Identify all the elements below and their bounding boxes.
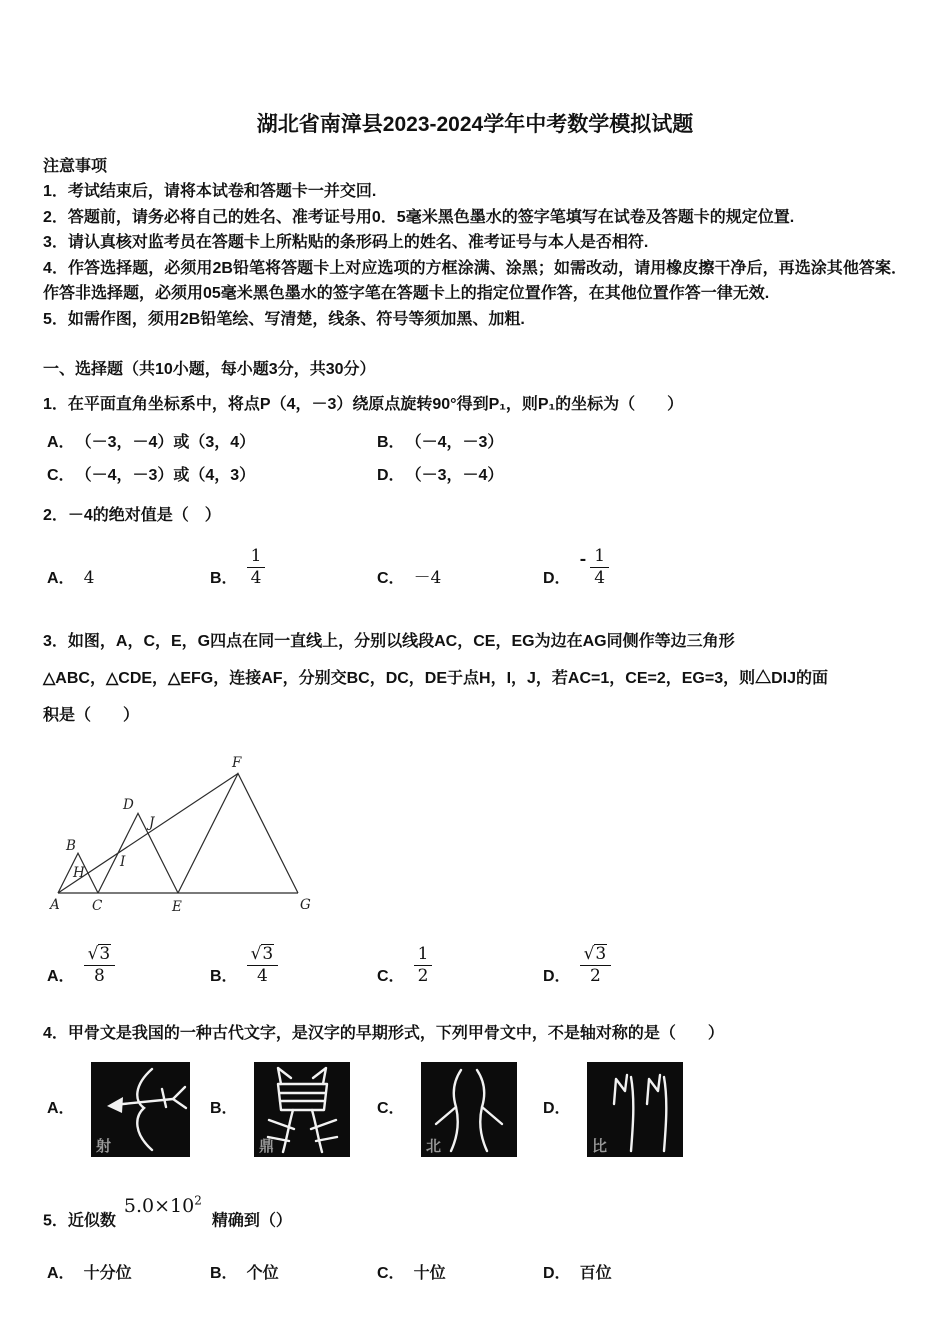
option-label: A．	[47, 570, 75, 587]
option-label: B．	[210, 968, 238, 985]
question-5-stem	[43, 1194, 907, 1234]
fraction-denominator: 2	[589, 966, 601, 987]
option-label: D．	[543, 1100, 571, 1117]
q3-option-a	[47, 944, 210, 987]
option-label: C．	[377, 1265, 405, 1283]
option-label: A．	[47, 434, 75, 451]
section-heading: 一、选择题（共10小题，每小题3分，共30分）	[43, 361, 376, 378]
point-label-D: D	[123, 797, 134, 813]
sqrt-fraction	[84, 944, 116, 987]
question-4-stem: 4．甲骨文是我国的一种古代文字，是汉字的早期形式，下列甲骨文中，不是轴对称的是（ ）	[43, 1025, 724, 1042]
option-value: 4	[83, 568, 95, 588]
oracle-bone-ding-icon	[254, 1062, 350, 1157]
question-2	[43, 503, 907, 589]
fraction-numerator: 1	[247, 547, 266, 569]
option-label: C．	[377, 1100, 405, 1117]
option-label: D．	[543, 1265, 571, 1283]
minus-sign: -	[579, 549, 587, 568]
option-label: B．	[377, 434, 405, 451]
option-label: D．	[543, 968, 571, 985]
option-label: B．	[210, 570, 238, 587]
triangle-CDE	[98, 813, 178, 893]
option-label: D．	[543, 570, 571, 587]
notice-item-4: 4．作答选择题，必须用2B铅笔将答题卡上对应选项的方框涂满、涂黑；如需改动，请用橡皮擦干净后，再选涂其他答案．作答非选择题，必须用05毫米黑色墨水的签字笔在答题卡上的指定位置作答，在其他位置作答一律无效.	[43, 259, 907, 302]
formula-base: 5.0×10	[123, 1195, 195, 1218]
fraction	[590, 547, 609, 589]
oracle-bone-she-icon	[91, 1062, 190, 1157]
question-3-stem	[43, 623, 907, 734]
q1-option-a	[47, 433, 377, 453]
q5-option-b	[210, 1264, 377, 1284]
fraction-numerator: 1	[590, 547, 609, 569]
q3-option-b	[210, 944, 377, 987]
option-label: C．	[377, 968, 405, 985]
option-label: B．	[210, 1265, 238, 1283]
q4-option-b	[210, 1062, 377, 1157]
option-label: B．	[210, 1100, 238, 1117]
page-title: 湖北省南漳县2023-2024学年中考数学模拟试题	[256, 113, 694, 136]
q2-option-b	[210, 547, 377, 589]
fraction-numerator: 1	[414, 945, 433, 967]
option-label: A．	[47, 1100, 75, 1117]
q4-option-d	[543, 1062, 907, 1157]
stem-line-2: △ABC，△CDE，△EFG，连接AF，分别交BC，DC，DE于点H，I，J，若AC=1，CE=2，EG=3，则△DIJ的面	[43, 670, 829, 687]
triangles-diagram	[48, 753, 318, 917]
fraction	[247, 547, 266, 589]
option-text: 百位	[579, 1265, 612, 1283]
q2-option-c	[377, 568, 543, 589]
question-1-stem: 1．在平面直角坐标系中，将点P（4，－3）绕原点旋转90°得到P₁，则P₁的坐标为（ ）	[43, 396, 684, 413]
q3-option-d	[543, 944, 907, 987]
notice-section	[43, 154, 907, 332]
option-text: （－3，－4）	[413, 467, 504, 484]
option-label: A．	[47, 968, 75, 985]
oracle-bone-bei-icon	[421, 1062, 517, 1157]
stem-suffix: 精确到（）	[211, 1212, 292, 1230]
q2-option-a	[47, 568, 210, 589]
formula-exponent: 2	[194, 1194, 202, 1208]
fraction-denominator: 2	[417, 966, 429, 987]
sqrt-fraction	[247, 944, 279, 987]
fraction-denominator: 4	[594, 568, 606, 589]
radicand: 3	[99, 943, 111, 964]
radical-sign: √	[250, 943, 262, 964]
fraction	[414, 945, 433, 987]
stem-line-3: 积是（ ）	[43, 707, 140, 724]
fraction-denominator: 4	[250, 568, 262, 589]
notice-item-5: 5．如需作图，须用2B铅笔绘、写清楚，线条、符号等须加黑、加粗.	[43, 310, 525, 328]
question-4	[43, 1021, 907, 1157]
point-label-J: J	[149, 815, 155, 831]
radicand: 3	[262, 943, 274, 964]
corner-character: 比	[591, 1137, 607, 1155]
radicand: 3	[595, 943, 607, 964]
q5-option-a	[47, 1264, 210, 1284]
question-1	[43, 392, 907, 486]
triangle-EFG	[178, 774, 298, 894]
notice-item-2: 2．答题前，请务必将自己的姓名、准考证号用0．5毫米黑色墨水的签字笔填写在试卷及答题卡的规定位置.	[43, 208, 795, 226]
option-label: D．	[377, 467, 405, 484]
option-text: 十位	[413, 1265, 446, 1283]
question-2-stem: 2．－4的绝对值是（ ）	[43, 507, 221, 524]
corner-character: 射	[95, 1137, 111, 1155]
point-label-A: A	[50, 897, 60, 913]
fraction-denominator: 8	[93, 966, 105, 987]
q4-option-a	[47, 1062, 210, 1157]
corner-character: 鼎	[258, 1137, 274, 1155]
point-label-E: E	[172, 899, 182, 915]
point-label-H: H	[73, 865, 85, 881]
fraction-denominator: 4	[256, 966, 268, 987]
option-label: C．	[377, 570, 405, 587]
corner-character: 北	[425, 1137, 441, 1155]
scientific-notation-formula	[124, 1195, 202, 1217]
option-text: 个位	[246, 1265, 279, 1283]
oracle-bone-bi-icon	[587, 1062, 683, 1157]
notice-item-1: 1．考试结束后，请将本试卷和答题卡一并交回.	[43, 183, 377, 200]
option-label: A．	[47, 1265, 75, 1283]
option-value: －4	[413, 568, 442, 588]
option-text: （－3，－4）或（3，4）	[83, 434, 256, 451]
point-label-B: B	[66, 838, 76, 854]
option-text: （－4，－3）或（4，3）	[83, 467, 256, 484]
q2-option-d	[543, 547, 907, 589]
q5-option-d	[543, 1264, 907, 1284]
q5-option-c	[377, 1264, 543, 1284]
stem-prefix: 5．近似数	[43, 1212, 116, 1230]
geometry-figure	[48, 753, 907, 917]
q1-option-d	[377, 466, 907, 486]
q1-option-c	[47, 466, 377, 486]
q4-option-c	[377, 1062, 543, 1157]
option-text: （－4，－3）	[413, 434, 504, 451]
line-AF	[58, 774, 238, 894]
point-label-C: C	[92, 898, 103, 914]
stem-line-1: 3．如图，A，C，E，G四点在同一直线上，分别以线段AC，CE，EG为边在AG同侧作等边三角形	[43, 633, 735, 650]
point-label-F: F	[232, 755, 242, 771]
question-3	[43, 623, 907, 987]
radical-sign: √	[583, 943, 595, 964]
notice-item-3: 3．请认真核对监考员在答题卡上所粘贴的条形码上的姓名、准考证号与本人是否相符.	[43, 234, 649, 251]
point-label-I: I	[120, 854, 126, 870]
point-label-G: G	[300, 897, 311, 913]
q3-option-c	[377, 945, 543, 987]
q1-option-b	[377, 433, 907, 453]
question-5	[43, 1194, 907, 1284]
option-text: 十分位	[83, 1265, 132, 1283]
notice-heading: 注意事项	[43, 158, 108, 175]
sqrt-fraction	[580, 944, 612, 987]
option-label: C．	[47, 467, 75, 484]
radical-sign: √	[87, 943, 99, 964]
